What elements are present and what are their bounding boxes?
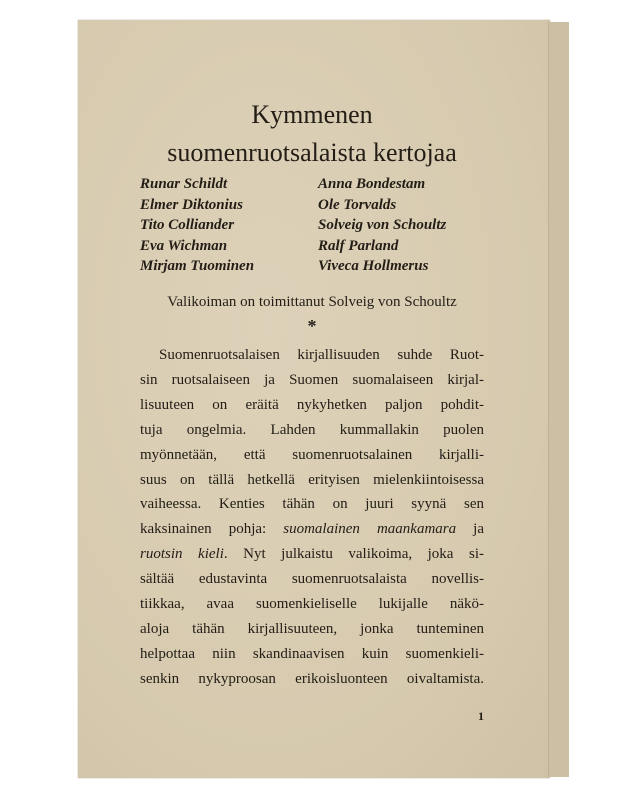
author: Solveig von Schoultz (318, 217, 447, 234)
author: Eva Wichman (140, 237, 228, 254)
blurb-line (140, 517, 484, 542)
separator-asterisk: * (307, 315, 317, 336)
cover-content (140, 96, 484, 724)
blurb-line: tiikkaa, avaa suomenkieliselle lukijalle näkö- (140, 596, 484, 613)
author: Elmer Diktonius (140, 196, 243, 213)
author: Runar Schildt (140, 176, 228, 192)
italic-segment: suomalainen maankamara (283, 521, 457, 538)
author: Ole Torvalds (318, 196, 397, 213)
blurb-line: tuja ongelmia. Lahden kummallakin puolen (140, 421, 484, 438)
title-line-1: Kymmenen (251, 100, 373, 129)
page-number: 1 (478, 708, 484, 723)
author: Mirjam Tuominen (140, 258, 255, 275)
blurb-line: aloja tähän kirjallisuuteen, jonka tunteminen (140, 620, 484, 637)
blurb-line: Suomenruotsalaisen kirjallisuuden suhde Ruot- (159, 346, 484, 363)
blurb-line: vaiheessa. Kenties tähän on juuri syynä sen (140, 496, 484, 513)
blurb-line: suus on tällä hetkellä erityisen mielenkiintoisessa (140, 471, 484, 488)
blurb-line: lisuuteen on eräitä nykyhetken paljon pohdit- (140, 396, 484, 413)
blurb-line: myönnetään, että suomenruotsalainen kirjalli- (140, 446, 484, 463)
italic-segment: ruotsin kieli (140, 546, 224, 563)
authors-list (140, 174, 484, 277)
blurb-line: senkin nykyproosan erikoisluonteen oivaltamista. (140, 670, 484, 687)
title-line-2: suomenruotsalaista kertojaa (167, 138, 457, 167)
blurb-line: sältää edustavinta suomenruotsalaista novellis- (140, 571, 484, 588)
editor-credit: Valikoiman on toimittanut Solveig von Schoultz (167, 293, 457, 310)
author: Tito Colliander (140, 217, 235, 234)
blurb-line: sin ruotsalaiseen ja Suomen suomalaiseen kirjal- (140, 371, 484, 388)
author: Anna Bondestam (318, 176, 426, 192)
author: Ralf Parland (318, 237, 399, 254)
blurb-line (140, 542, 484, 567)
text-segment: ja (456, 521, 485, 538)
book-spine-edge (548, 22, 569, 777)
blurb-line: helpottaa niin skandinaavisen kuin suomenkieli- (140, 645, 484, 662)
blurb-paragraph (140, 343, 484, 692)
text-segment: . Nyt julkaistu valikoima, joka si- (223, 546, 484, 563)
text-segment: kaksinainen pohja: (140, 521, 284, 538)
author: Viveca Hollmerus (318, 258, 429, 275)
